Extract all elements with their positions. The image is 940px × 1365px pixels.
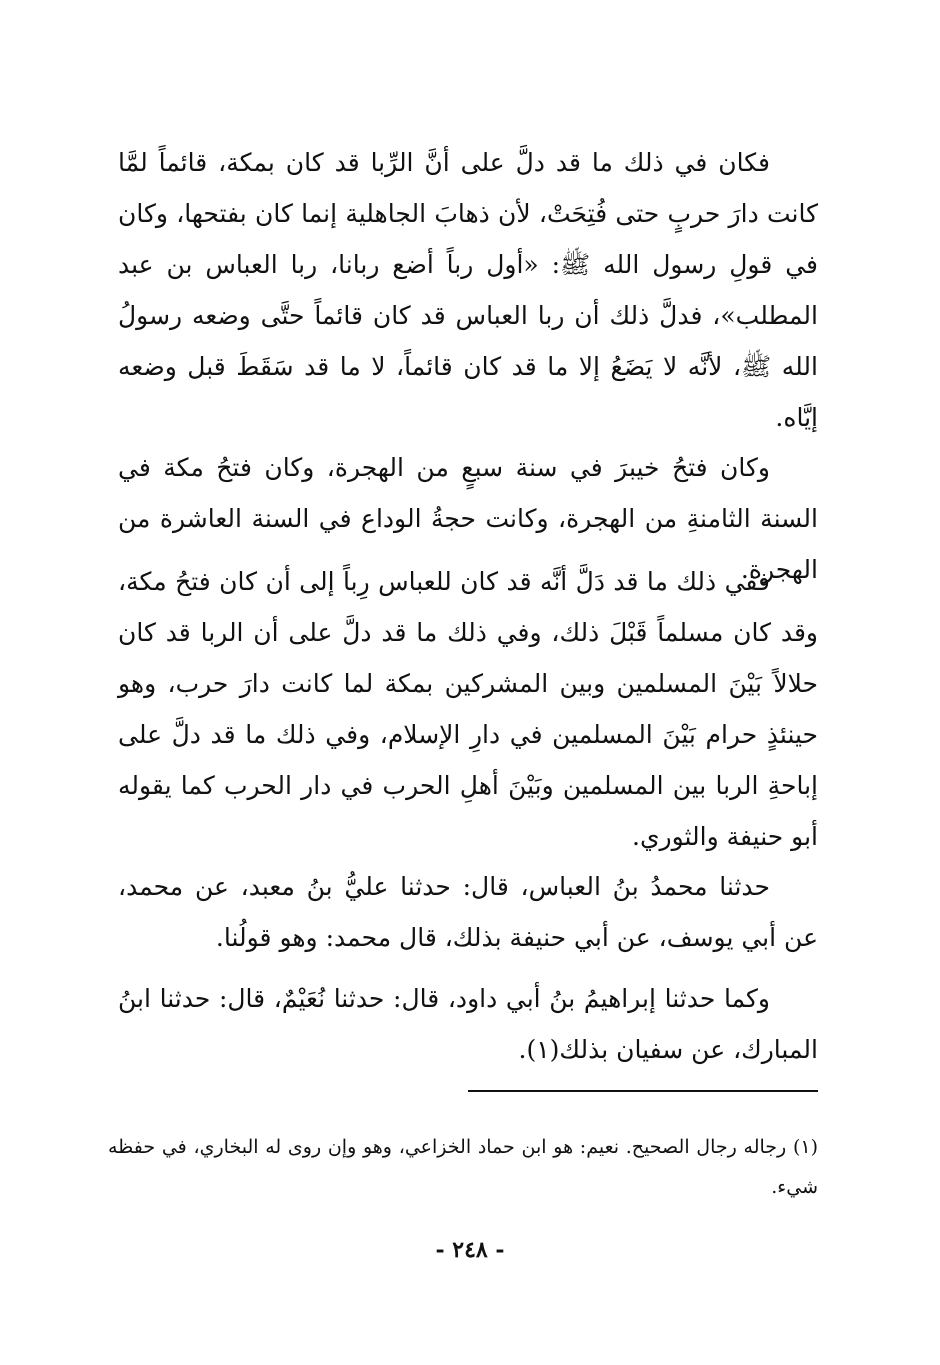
main-text-paragraph-5 (118, 973, 818, 1075)
page-number: - ٢٤٨ - (435, 1237, 505, 1263)
paragraph-text: وكما حدثنا إبراهيمُ بنُ أبي داود، قال: حدثنا نُعَيْمٌ، قال: حدثنا ابنُ المبارك، عن سفيان بذلك(١). (118, 984, 818, 1064)
paragraph-text: وكان فتحُ خيبرَ في سنة سبعٍ من الهجرة، وكان فتحُ مكة في السنة الثامنةِ من الهجرة، وكانت حجةُ الوداع في السنة العاشرة من الهجرة. (118, 453, 818, 584)
main-text-paragraph-3 (118, 556, 818, 862)
paragraph-text: حدثنا محمدُ بنُ العباس، قال: حدثنا عليُّ بنُ معبد، عن محمد، عن أبي يوسف، عن أبي حنيفة بذلك، قال محمد: وهو قولُنا. (118, 872, 818, 952)
main-text-paragraph-1 (118, 137, 818, 443)
footnote-separator (468, 1090, 818, 1092)
paragraph-text: ففي ذلك ما قد دَلَّ أنَّه قد كان للعباس رِباً إلى أن كان فتحُ مكة، وقد كان مسلماً قَبْلَ ذلك، وفي ذلك ما قد دلَّ على أن الربا قد كان حلالاً بَيْنَ المسلمين وبين المشركين بمكة لما كانت دارَ حرب، وهو حينئذٍ حرام بَيْنَ المسلمين في دارِ الإسلام، وفي ذلك ما قد دلَّ على إباحةِ الربا بين المسلمين وبَيْنَ أهلِ الحرب في دار الحرب كما يقوله أبو حنيفة والثوري. (118, 567, 818, 851)
main-text-paragraph-4 (118, 861, 818, 963)
footnote: (١) رجاله رجال الصحيح. نعيم: هو ابن حماد الخزاعي، وهو وإن روى له البخاري، في حفظه شيء. (108, 1136, 818, 1198)
paragraph-text: فكان في ذلك ما قد دلَّ على أنَّ الرِّبا قد كان بمكة، قائماً لمَّا كانت دارَ حربٍ حتى فُتِحَتْ، لأن ذهابَ الجاهلية إنما كان بفتحها، وكان في قولِ رسول الله ﷺ: «أول رباً أضع ربانا، ربا العباس بن عبد المطلب»، فدلَّ ذلك أن ربا العباس قد كان قائماً حتَّى وضعه رسولُ الله ﷺ، لأنَّه لا يَضَعُ إلا ما قد كان قائماً، لا ما قد سَقَطَ قبل وضعه إيَّاه. (118, 148, 818, 432)
